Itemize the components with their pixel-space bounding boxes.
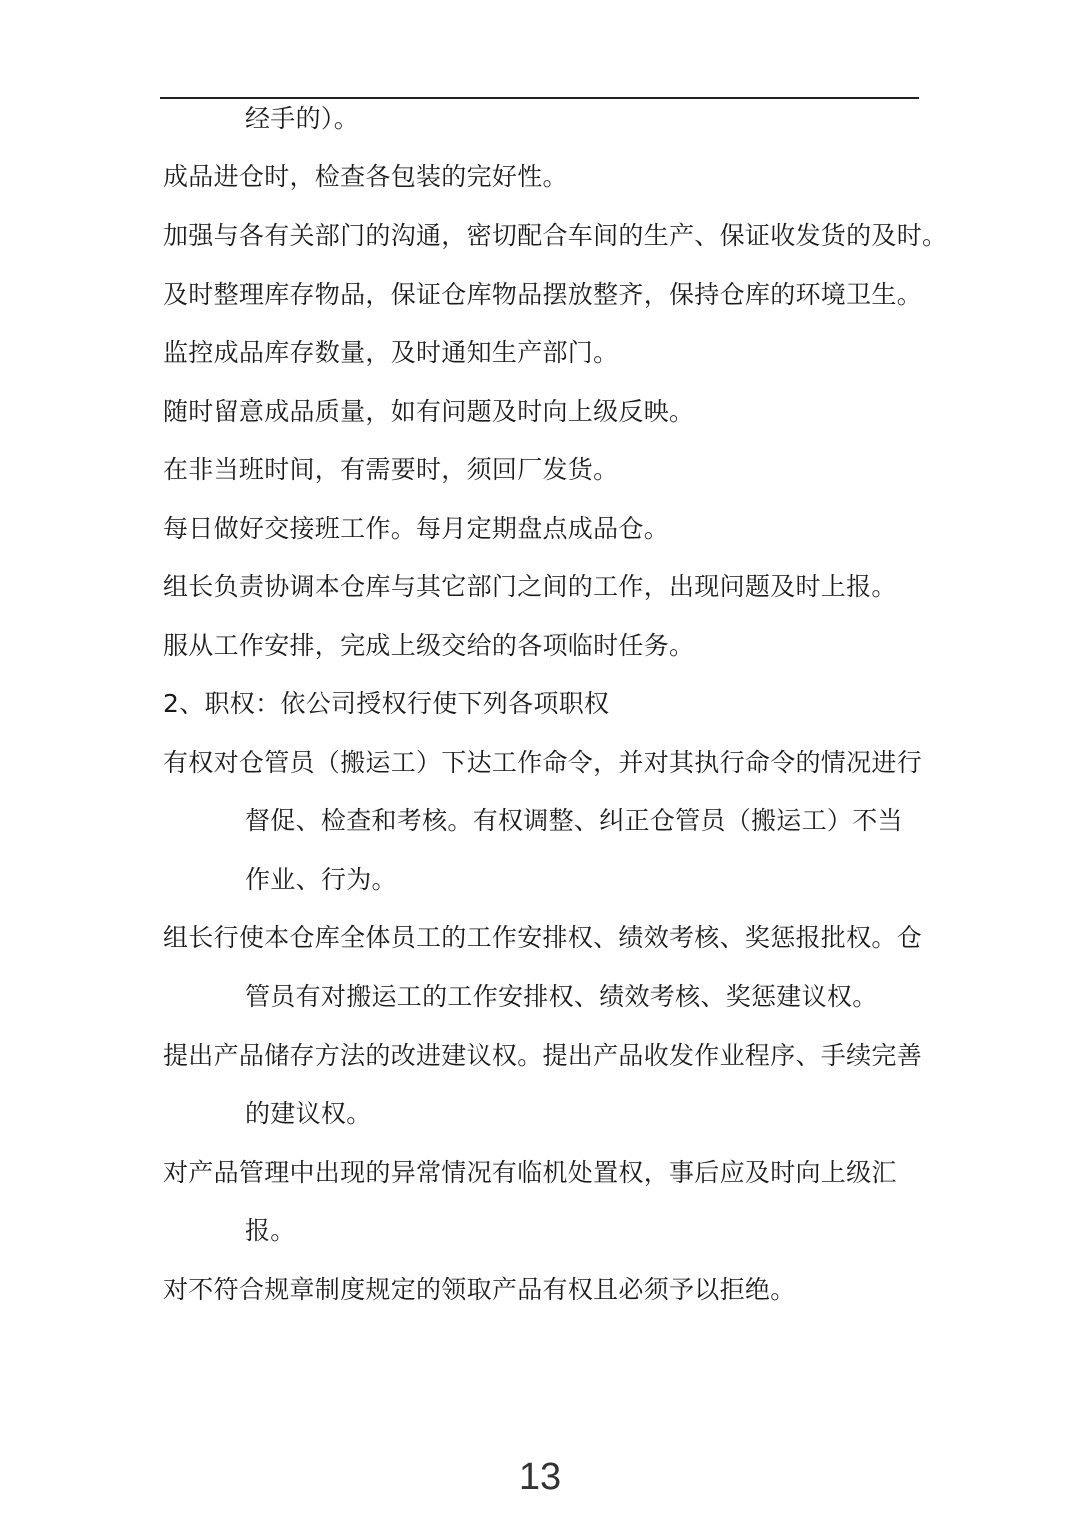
text-line: 经手的）。 bbox=[245, 104, 360, 133]
text-line: 报。 bbox=[245, 1216, 296, 1245]
text-line: 加强与各有关部门的沟通，密切配合车间的生产、保证收发货的及时。 bbox=[163, 221, 948, 250]
text-line: 成品进仓时，检查各包装的完好性。 bbox=[163, 162, 568, 191]
text-line: 组长行使本仓库全体员工的工作安排权、绩效考核、奖惩报批权。仓 bbox=[163, 923, 923, 952]
text-line: 服从工作安排，完成上级交给的各项临时任务。 bbox=[163, 631, 695, 660]
text-line: 对不符合规章制度规定的领取产品有权且必须予以拒绝。 bbox=[163, 1275, 796, 1304]
text-line: 提出产品储存方法的改进建议权。提出产品收发作业程序、手续完善 bbox=[163, 1041, 923, 1070]
text-line: 及时整理库存物品，保证仓库物品摆放整齐，保持仓库的环境卫生。 bbox=[163, 280, 923, 309]
text-line: 有权对仓管员（搬运工）下达工作命令，并对其执行命令的情况进行 bbox=[163, 748, 923, 777]
text-line: 的建议权。 bbox=[245, 1099, 372, 1128]
text-line: 随时留意成品质量，如有问题及时向上级反映。 bbox=[163, 397, 695, 426]
text-line: 督促、检查和考核。有权调整、纠正仓管员（搬运工）不当 bbox=[245, 806, 903, 835]
text-line: 组长负责协调本仓库与其它部门之间的工作，出现问题及时上报。 bbox=[163, 572, 897, 601]
text-line: 监控成品库存数量，及时通知生产部门。 bbox=[163, 338, 619, 367]
text-line: 在非当班时间，有需要时，须回厂发货。 bbox=[163, 455, 619, 484]
text-line: 对产品管理中出现的异常情况有临机处置权，事后应及时向上级汇 bbox=[163, 1158, 897, 1187]
section-heading: 2、职权：依公司授权行使下列各项职权 bbox=[163, 689, 610, 718]
text-line: 作业、行为。 bbox=[245, 865, 397, 894]
header-rule bbox=[160, 97, 919, 99]
text-line: 每日做好交接班工作。每月定期盘点成品仓。 bbox=[163, 514, 670, 543]
page-number: 13 bbox=[518, 1456, 562, 1498]
text-line: 管员有对搬运工的工作安排权、绩效考核、奖惩建议权。 bbox=[245, 982, 878, 1011]
